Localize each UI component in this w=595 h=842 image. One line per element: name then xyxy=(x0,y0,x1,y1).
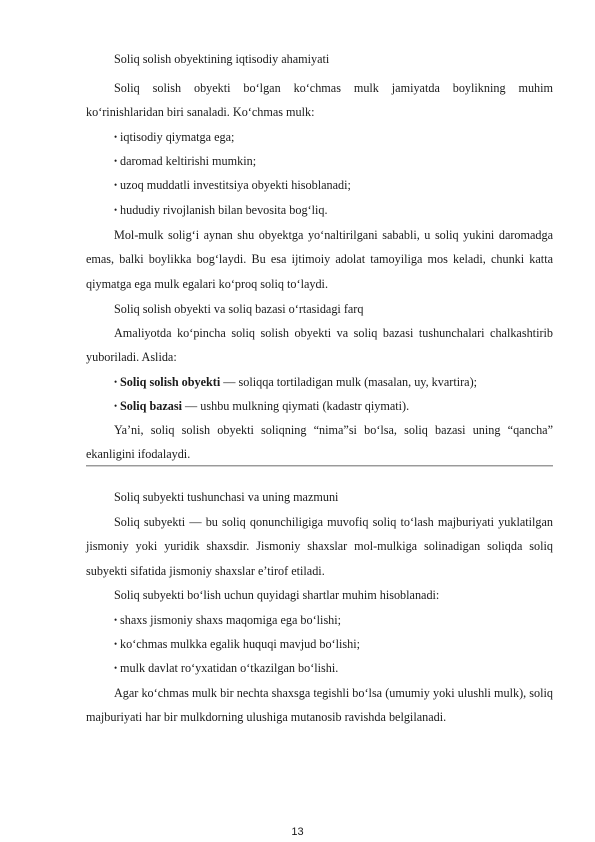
paragraph-subject-conditions-lead: Soliq subyekti bo‘lish uchun quyidagi shartlar muhim hisoblanadi: xyxy=(114,588,440,602)
bullet-item: • ko‘chmas mulkka egalik huquqi mavjud bo‘lishi; xyxy=(114,632,553,656)
bullet-item-tax-object: • Soliq solish obyekti — soliqqa tortiladigan mulk (masalan, uy, kvartira); xyxy=(114,370,553,394)
section-heading-tax-subject: Soliq subyekti tushunchasi va uning mazmuni xyxy=(114,490,339,504)
bullet-icon: • xyxy=(114,639,118,649)
bullet-item: • mulk davlat ro‘yxatidan o‘tkazilgan bo‘lishi. xyxy=(114,656,553,680)
bullet-icon: • xyxy=(114,663,118,673)
bullet-item: • shaxs jismoniy shaxs maqomiga ega bo‘lishi; xyxy=(114,608,553,632)
section-heading-economic-importance: Soliq solish obyektining iqtisodiy ahamiyati xyxy=(114,52,330,66)
bullet-icon: • xyxy=(114,156,118,166)
bullet-icon: • xyxy=(114,205,118,215)
bullet-icon: • xyxy=(114,401,118,411)
paragraph-object-base-intro: Amaliyotda ko‘pincha soliq solish obyekti va soliq bazasi tushunchalari chalkashtirib yuboriladi. Aslida: xyxy=(86,326,553,365)
bullet-item: • hududiy rivojlanish bilan bevosita bog‘liq. xyxy=(114,198,553,222)
horizontal-divider xyxy=(86,465,553,467)
bullet-icon: • xyxy=(114,377,118,387)
paragraph-shared-ownership: Agar ko‘chmas mulk bir nechta shaxsga tegishli bo‘lsa (umumiy yoki ulushli mulk), soliq majburiyati har bir mulkdorning ulushiga mutanosib ravishda belgilanadi. xyxy=(86,686,553,725)
bullet-item: • iqtisodiy qiymatga ega; xyxy=(114,125,553,149)
bullet-item: • daromad keltirishi mumkin; xyxy=(114,149,553,173)
paragraph-what-vs-how-much: Ya’ni, soliq solish obyekti soliqning “nima”si bo‘lsa, soliq bazasi uning “qancha” ekanligini ifodalaydi. xyxy=(86,423,553,462)
section-heading-object-vs-base: Soliq solish obyekti va soliq bazasi o‘rtasidagi farq xyxy=(114,302,364,316)
paragraph-tax-subject-definition: Soliq subyekti — bu soliq qonunchiligiga muvofiq soliq to‘lash majburiyati yuklatilgan jismoniy yoki yuridik shaxsdir. Jismoniy shaxslar mol-mulkiga solinadigan soliqda soliq subyekti sifatida jismoniy shaxslar e’tirof etiladi. xyxy=(86,515,553,578)
bullet-icon: • xyxy=(114,180,118,190)
paragraph-property-tax-fairness: Mol-mulk solig‘i aynan shu obyektga yo‘naltirilgani sababli, u soliq yukini daromadga emas, balki boylikka bog‘laydi. Bu esa ijtimoiy adolat tamoyiliga mos keladi, chunki katta qiymatga ega mulk egalari ko‘proq soliq to‘laydi. xyxy=(86,228,553,291)
bullet-item: • uzoq muddatli investitsiya obyekti hisoblanadi; xyxy=(114,173,553,197)
bullet-icon: • xyxy=(114,132,118,142)
bullet-icon: • xyxy=(114,615,118,625)
paragraph-immovable-property-intro: Soliq solish obyekti bo‘lgan ko‘chmas mulk jamiyatda boylikning muhim ko‘rinishlaridan biri sanaladi. Ko‘chmas mulk: xyxy=(86,81,553,120)
page-number: 13 xyxy=(291,826,304,838)
bullet-item-tax-base: • Soliq bazasi — ushbu mulkning qiymati (kadastr qiymati). xyxy=(114,394,553,418)
